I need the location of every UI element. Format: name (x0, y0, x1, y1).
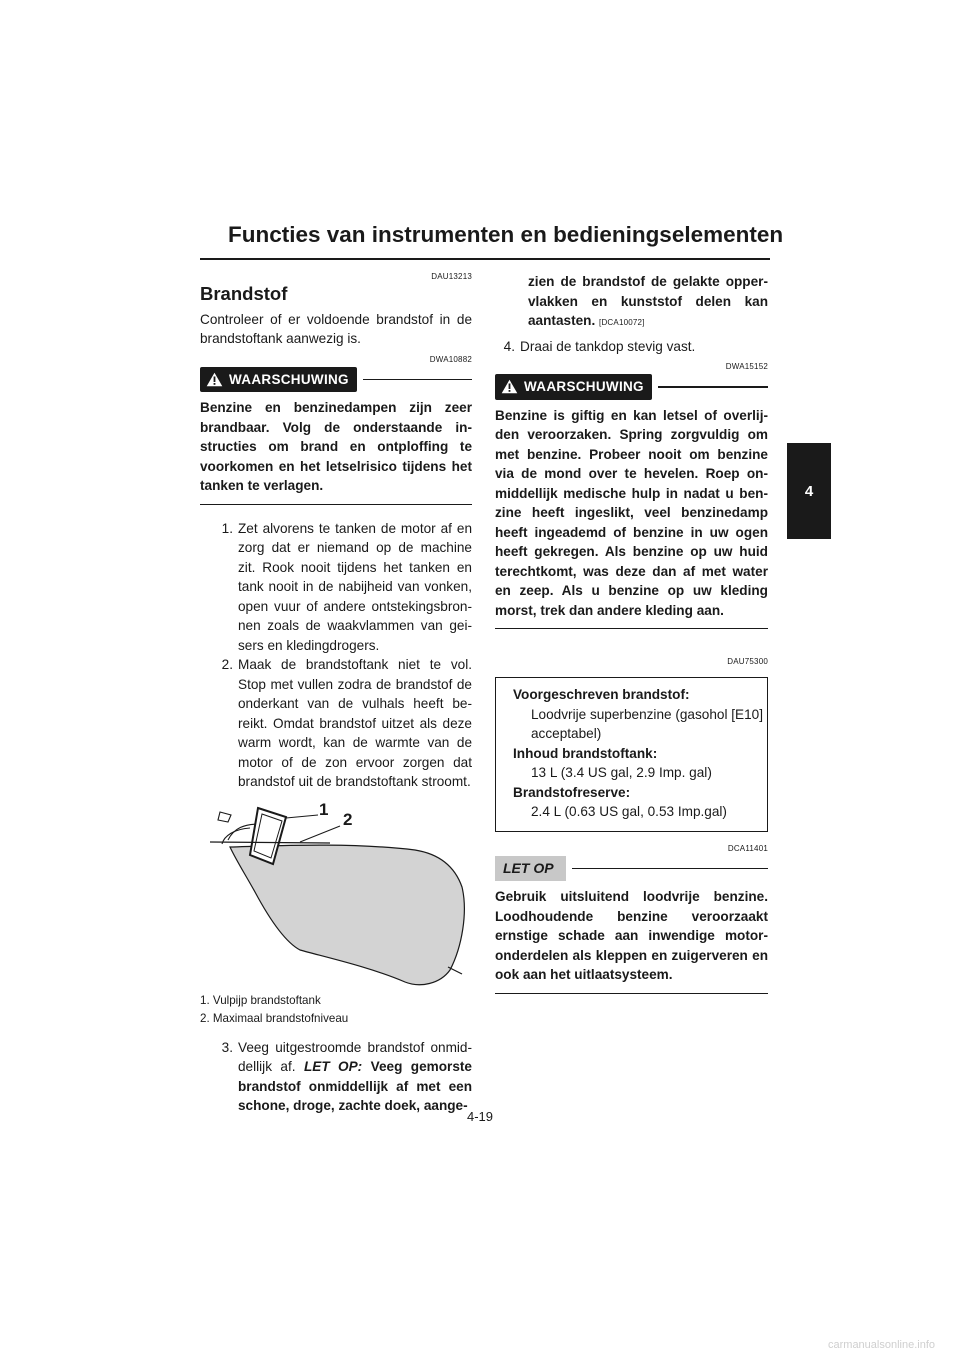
left-column (200, 272, 472, 1116)
spec-code: DAU75300 (727, 657, 768, 666)
spec-label: Brandstofreserve: (513, 784, 631, 800)
steps-list (200, 519, 472, 792)
step3-continuation-text: zien de brandstof de gelakte opper-vlakken en kunststof delen kan aantasten. (528, 274, 768, 328)
warning-badge (495, 374, 652, 400)
fuel-spec-box (495, 677, 768, 832)
notice-header (495, 856, 768, 882)
step-text (238, 1038, 472, 1116)
warning-rule (363, 379, 472, 381)
warning-header (495, 374, 768, 400)
warning-badge (200, 367, 357, 393)
warning-text: Benzine en benzinedampen zijn zeer brandbaar. Volg de onderstaande in-structies om brand en ontploffing te voorkomen en het letselrisico tijdens het tanken te verlagen. (200, 398, 472, 505)
spec-label: Inhoud brandstoftank: (513, 745, 658, 761)
steps-list-continued (200, 1038, 472, 1116)
step3-continuation (495, 272, 768, 333)
step-number: 2. (221, 657, 233, 672)
list-item (200, 655, 472, 792)
list-item (200, 1038, 472, 1116)
section-code: DAU13213 (431, 272, 472, 281)
warning-triangle-icon (501, 379, 518, 394)
list-item (200, 519, 472, 656)
warning-label: WAARSCHUWING (229, 371, 349, 387)
notice-text: Gebruik uitsluitend loodvrije benzine. Loodhoudende benzine veroorzaakt ernstige schade aan inwendige motor-onderdelen als kleppen en zuigerveren en ook aan het uitlaatsysteem. (495, 887, 768, 994)
header-rule (200, 258, 770, 260)
spec-label: Voorgeschreven brandstof: (513, 687, 690, 702)
warning-label: WAARSCHUWING (524, 379, 644, 394)
section-title: Brandstof (200, 283, 288, 304)
legend-item: 1. Vulpijp brandstoftank (200, 993, 321, 1007)
step-text-bold: Veeg gemorste brandstof onmiddellijk af met een schone, droge, zachte doek, aange- (238, 1059, 472, 1113)
fuel-tank-figure (200, 799, 472, 992)
step-text: Maak de brandstoftank niet te vol. Stop met vullen zodra de brandstof de onderkant van de vulhals heeft be-reikt. Omdat brandstof uitzet als deze warm wordt, kan de warmte van de motor of de zon ervoor zorgen dat brandstof uit de brandstoftank stroomt. (238, 657, 472, 789)
list-item (495, 337, 768, 357)
letop-inline-label: LET OP: (303, 1059, 363, 1074)
step-number: 4. (503, 338, 515, 354)
intro-text: Controleer of er voldoende brandstof in de brandstoftank aanwezig is. (200, 311, 472, 346)
spec-value: 2.4 L (0.63 US gal, 0.53 Imp.gal) (531, 804, 727, 819)
letop-badge: LET OP (495, 856, 566, 882)
page-number: 4-19 (466, 1109, 494, 1124)
callout-1: 1 (319, 799, 329, 819)
notice-rule (572, 868, 768, 870)
step-number: 3. (221, 1039, 233, 1055)
callout-2: 2 (343, 809, 353, 829)
watermark[interactable]: carmanualsonline.info (828, 1339, 936, 1351)
step-number: 1. (221, 520, 233, 536)
chapter-tab[interactable]: 4 (787, 443, 831, 539)
spec-value: Loodvrije superbenzine (gasohol [E10] acceptabel) (531, 706, 764, 741)
figure-legend (200, 992, 472, 1028)
notice-code: DCA11401 (727, 843, 768, 853)
steps-list-right (495, 337, 768, 357)
warning-text: Benzine is giftig en kan letsel of overlij-den veroorzaken. Spring zorgvuldig om met benzine. Probeer nooit om benzine via de mond over te hevelen. Roep on-middellijk medische hulp in nadat u ben-zine heeft ingeslikt, veel benzinedamp heeft ingeademd of benzine in uw ogen heeft gekregen. Als benzine op uw huid terechtkomt, was deze dan af met water en zeep. Als u benzine op uw kleding morst, trek dan andere kleding aan. (495, 406, 768, 630)
spec-value: 13 L (3.4 US gal, 2.9 Imp. gal) (531, 765, 712, 780)
legend-item: 2. Maximaal brandstofniveau (200, 1011, 349, 1025)
warning-header (200, 367, 472, 393)
step-text: Draai de tankdop stevig vast. (520, 338, 696, 354)
step-text-normal: Veeg uitgestroomde brandstof onmid-dellijk af. (238, 1039, 472, 1074)
warning-rule (658, 386, 768, 388)
fuel-tank-illustration (200, 799, 472, 992)
right-column (495, 272, 768, 994)
page-title: Functies van instrumenten en bedieningselementen (228, 222, 784, 247)
step-text: Zet alvorens te tanken de motor af en zorg dat er niemand op de machine zit. Rook nooit tijdens het tanken en tank nooit in de nabijheid van vonken, open vuur of andere ontstekingsbron-nen zoals de waakvlammen van gei-sers en kledingdrogers. (238, 520, 472, 653)
warning-code: DWA15152 (725, 362, 768, 371)
step3-code: [DCA10072] (599, 318, 645, 327)
warning-triangle-icon (206, 372, 223, 387)
warning-code: DWA10882 (429, 354, 472, 364)
